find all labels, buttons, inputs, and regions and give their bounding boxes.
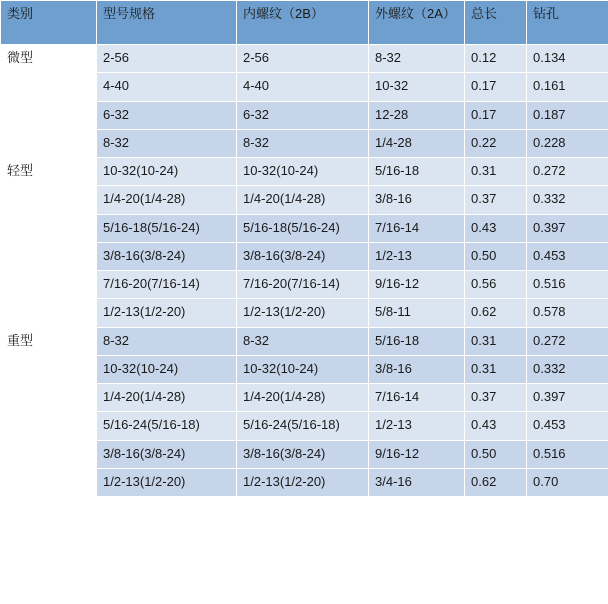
cell-length: 0.50: [465, 242, 527, 270]
cell-external: 10-32: [369, 73, 465, 101]
cell-length: 0.56: [465, 271, 527, 299]
category-cell-heavy: 重型: [1, 327, 97, 497]
cell-external: 1/2-13: [369, 242, 465, 270]
cell-external: 9/16-12: [369, 271, 465, 299]
table-row: [1, 158, 608, 186]
table-row: [1, 327, 608, 355]
column-header-total-length: 总长: [465, 1, 527, 45]
cell-model: 5/16-18(5/16-24): [97, 214, 237, 242]
column-header-model: 型号规格: [97, 1, 237, 45]
cell-internal: 10-32(10-24): [237, 355, 369, 383]
cell-external: 7/16-14: [369, 384, 465, 412]
table-header: [1, 1, 608, 45]
cell-internal: 8-32: [237, 327, 369, 355]
cell-length: 0.62: [465, 299, 527, 327]
cell-model: 10-32(10-24): [97, 158, 237, 186]
cell-drill: 0.397: [527, 214, 608, 242]
cell-internal: 8-32: [237, 129, 369, 157]
cell-model: 4-40: [97, 73, 237, 101]
cell-model: 3/8-16(3/8-24): [97, 440, 237, 468]
cell-model: 1/2-13(1/2-20): [97, 299, 237, 327]
category-cell-micro: 微型: [1, 45, 97, 158]
cell-external: 3/8-16: [369, 186, 465, 214]
cell-internal: 3/8-16(3/8-24): [237, 242, 369, 270]
cell-external: 3/4-16: [369, 468, 465, 496]
cell-drill: 0.453: [527, 242, 608, 270]
cell-model: 6-32: [97, 101, 237, 129]
cell-external: 5/8-11: [369, 299, 465, 327]
cell-internal: 6-32: [237, 101, 369, 129]
cell-drill: 0.516: [527, 271, 608, 299]
cell-model: 8-32: [97, 327, 237, 355]
cell-internal: 10-32(10-24): [237, 158, 369, 186]
cell-drill: 0.332: [527, 355, 608, 383]
cell-model: 1/2-13(1/2-20): [97, 468, 237, 496]
cell-internal: 2-56: [237, 45, 369, 73]
cell-external: 5/16-18: [369, 158, 465, 186]
cell-drill: 0.397: [527, 384, 608, 412]
cell-length: 0.31: [465, 355, 527, 383]
column-header-category: 类别: [1, 1, 97, 45]
cell-drill: 0.453: [527, 412, 608, 440]
cell-length: 0.31: [465, 158, 527, 186]
cell-length: 0.17: [465, 73, 527, 101]
cell-external: 12-28: [369, 101, 465, 129]
cell-model: 3/8-16(3/8-24): [97, 242, 237, 270]
cell-internal: 5/16-24(5/16-18): [237, 412, 369, 440]
cell-drill: 0.272: [527, 158, 608, 186]
table-body: [1, 45, 608, 497]
cell-external: 8-32: [369, 45, 465, 73]
cell-external: 5/16-18: [369, 327, 465, 355]
cell-internal: 4-40: [237, 73, 369, 101]
cell-external: 1/2-13: [369, 412, 465, 440]
cell-length: 0.37: [465, 384, 527, 412]
cell-length: 0.12: [465, 45, 527, 73]
cell-model: 10-32(10-24): [97, 355, 237, 383]
cell-length: 0.37: [465, 186, 527, 214]
cell-drill: 0.516: [527, 440, 608, 468]
cell-drill: 0.228: [527, 129, 608, 157]
cell-drill: 0.70: [527, 468, 608, 496]
cell-length: 0.17: [465, 101, 527, 129]
cell-length: 0.43: [465, 214, 527, 242]
cell-drill: 0.134: [527, 45, 608, 73]
cell-external: 3/8-16: [369, 355, 465, 383]
cell-external: 9/16-12: [369, 440, 465, 468]
cell-model: 2-56: [97, 45, 237, 73]
cell-length: 0.50: [465, 440, 527, 468]
cell-external: 1/4-28: [369, 129, 465, 157]
cell-drill: 0.332: [527, 186, 608, 214]
cell-internal: 1/2-13(1/2-20): [237, 468, 369, 496]
cell-model: 1/4-20(1/4-28): [97, 186, 237, 214]
column-header-external-thread: 外螺纹（2A）: [369, 1, 465, 45]
cell-length: 0.62: [465, 468, 527, 496]
column-header-drill: 钻孔: [527, 1, 608, 45]
cell-internal: 5/16-18(5/16-24): [237, 214, 369, 242]
cell-external: 7/16-14: [369, 214, 465, 242]
cell-length: 0.43: [465, 412, 527, 440]
cell-length: 0.22: [465, 129, 527, 157]
cell-internal: 3/8-16(3/8-24): [237, 440, 369, 468]
cell-model: 8-32: [97, 129, 237, 157]
cell-length: 0.31: [465, 327, 527, 355]
table-row: [1, 45, 608, 73]
cell-internal: 1/2-13(1/2-20): [237, 299, 369, 327]
cell-model: 7/16-20(7/16-14): [97, 271, 237, 299]
cell-drill: 0.187: [527, 101, 608, 129]
cell-drill: 0.161: [527, 73, 608, 101]
cell-model: 1/4-20(1/4-28): [97, 384, 237, 412]
cell-internal: 1/4-20(1/4-28): [237, 384, 369, 412]
cell-drill: 0.272: [527, 327, 608, 355]
column-header-internal-thread: 内螺纹（2B）: [237, 1, 369, 45]
cell-internal: 7/16-20(7/16-14): [237, 271, 369, 299]
cell-drill: 0.578: [527, 299, 608, 327]
header-row: [1, 1, 608, 45]
category-cell-light: 轻型: [1, 158, 97, 328]
cell-internal: 1/4-20(1/4-28): [237, 186, 369, 214]
cell-model: 5/16-24(5/16-18): [97, 412, 237, 440]
